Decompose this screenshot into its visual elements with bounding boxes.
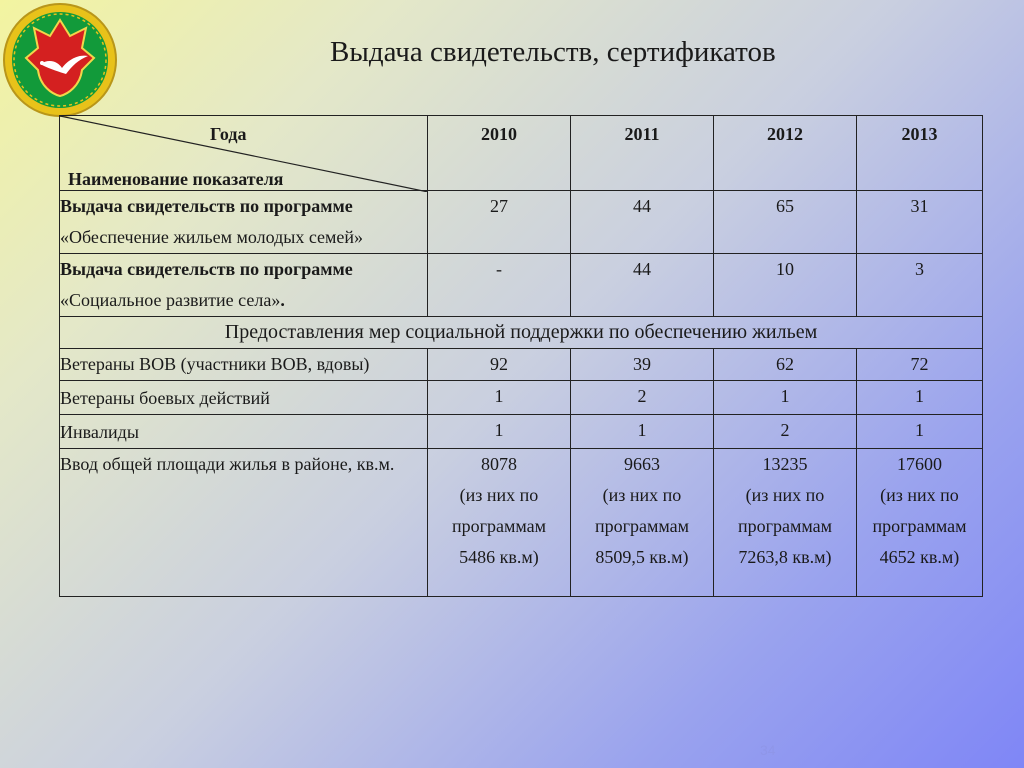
cell-value: 44: [571, 191, 714, 254]
cell-value: 39: [571, 349, 714, 381]
cell-value: 1: [428, 381, 571, 415]
page-number: 34: [760, 742, 776, 758]
cell-value: 9663 (из них по программам 8509,5 кв.м): [571, 449, 714, 597]
row-label: Ветераны ВОВ (участники ВОВ, вдовы): [60, 349, 428, 381]
page-title: Выдача свидетельств, сертификатов: [330, 36, 776, 68]
table-header-row: [60, 116, 983, 191]
section-heading: Предоставления мер социальной поддержки по обеспечению жильем: [60, 317, 983, 349]
cell-value: -: [428, 254, 571, 317]
section-row: [60, 317, 983, 349]
cell-value: 65: [714, 191, 857, 254]
cell-value: 44: [571, 254, 714, 317]
cell-value: 13235 (из них по программам 7263,8 кв.м): [714, 449, 857, 597]
header-years-label: Года: [210, 124, 247, 144]
cell-value: 27: [428, 191, 571, 254]
table-row: [60, 349, 983, 381]
table-row: [60, 254, 983, 317]
cell-value: 1: [857, 415, 983, 449]
row-label: Инвалиды: [60, 415, 428, 449]
cell-value: 10: [714, 254, 857, 317]
cell-value: 3: [857, 254, 983, 317]
row-label: Ветераны боевых действий: [60, 381, 428, 415]
cell-value: 17600 (из них по программам 4652 кв.м): [857, 449, 983, 597]
corner-cell: [60, 116, 428, 191]
cell-value: 92: [428, 349, 571, 381]
cell-value: 1: [857, 381, 983, 415]
cell-value: 2: [714, 415, 857, 449]
data-table: [59, 115, 983, 597]
cell-value: 8078 (из них по программам 5486 кв.м): [428, 449, 571, 597]
row-label: Ввод общей площади жилья в районе, кв.м.: [60, 449, 428, 597]
emblem-logo: [2, 2, 118, 118]
row-label: Выдача свидетельств по программе «Обеспечение жильем молодых семей»: [60, 191, 428, 254]
cell-value: 1: [714, 381, 857, 415]
cell-value: 2: [571, 381, 714, 415]
cell-value: 1: [571, 415, 714, 449]
cell-value: 62: [714, 349, 857, 381]
cell-value: 1: [428, 415, 571, 449]
table-row: [60, 449, 983, 597]
year-2011-header: 2011: [571, 116, 714, 191]
year-2010-header: 2010: [428, 116, 571, 191]
table-row: [60, 381, 983, 415]
year-2012-header: 2012: [714, 116, 857, 191]
cell-value: 31: [857, 191, 983, 254]
table-row: [60, 415, 983, 449]
header-indicator-label: Наименование показателя: [68, 169, 284, 189]
row-label: Выдача свидетельств по программе «Социальное развитие села».: [60, 254, 428, 317]
cell-value: 72: [857, 349, 983, 381]
table-row: [60, 191, 983, 254]
year-2013-header: 2013: [857, 116, 983, 191]
